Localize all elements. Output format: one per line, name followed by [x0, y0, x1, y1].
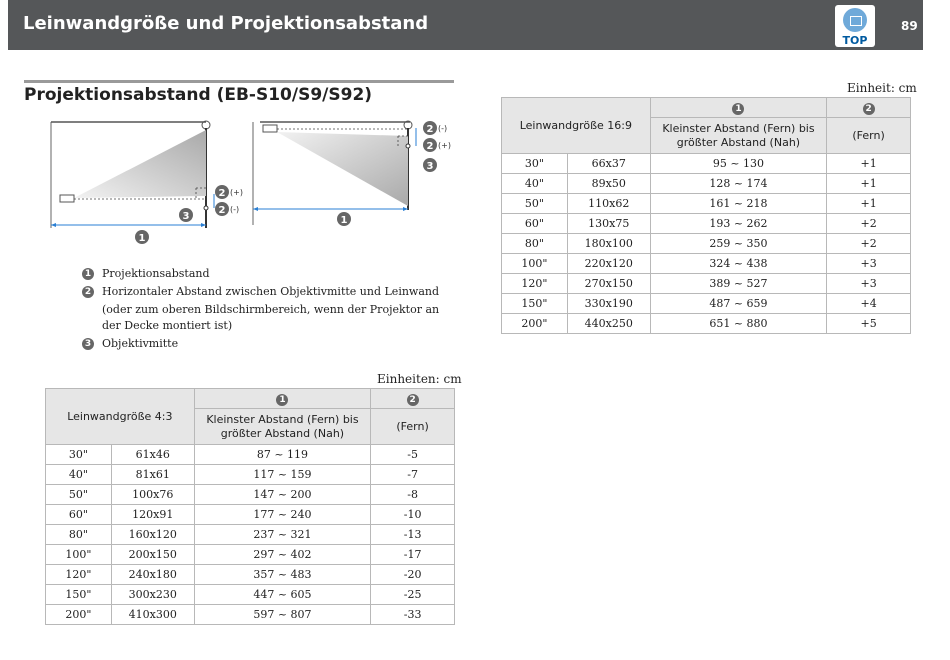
table-row: [502, 274, 911, 294]
col2-header: 2: [371, 389, 455, 409]
table-row: [46, 505, 455, 525]
table-cell: 60": [46, 505, 112, 525]
table-cell: +3: [827, 254, 911, 274]
table-row: [46, 565, 455, 585]
table-cell: -10: [371, 505, 455, 525]
table-cell: 389 ~ 527: [650, 274, 826, 294]
svg-text:2: 2: [426, 141, 434, 152]
table-cell: 161 ~ 218: [650, 194, 826, 214]
table-cell: 357 ~ 483: [194, 565, 370, 585]
table-cell: 40": [502, 174, 568, 194]
legend-text: Projektionsabstand: [102, 267, 210, 280]
table-cell: -25: [371, 585, 455, 605]
svg-text:(-): (-): [438, 124, 448, 133]
table-cell: 81x61: [111, 465, 194, 485]
svg-text:(+): (+): [230, 188, 243, 197]
table-cell: +1: [827, 154, 911, 174]
projector-screen-icon: [843, 8, 867, 32]
table-cell: 330x190: [567, 294, 650, 314]
table-cell: +1: [827, 194, 911, 214]
table-cell: 410x300: [111, 605, 194, 625]
table-row: [502, 254, 911, 274]
table-row: [502, 194, 911, 214]
table-cell: 447 ~ 605: [194, 585, 370, 605]
table-cell: +5: [827, 314, 911, 334]
table-cell: 61x46: [111, 445, 194, 465]
table-cell: 120": [46, 565, 112, 585]
table-row: [502, 294, 911, 314]
table-cell: 220x120: [567, 254, 650, 274]
table-cell: 237 ~ 321: [194, 525, 370, 545]
table-row: [502, 214, 911, 234]
floor-projection-diagram: [51, 121, 243, 244]
units-label-169: Einheit: cm: [847, 81, 917, 95]
page-header: [8, 0, 923, 50]
legend-text: Horizontaler Abstand zwischen Objektivmitte und Leinwand: [102, 285, 440, 298]
table-cell: 487 ~ 659: [650, 294, 826, 314]
table-cell: 100": [46, 545, 112, 565]
table-cell: -13: [371, 525, 455, 545]
table-cell: +3: [827, 274, 911, 294]
size-header: Leinwandgröße 16:9: [502, 98, 651, 154]
col1-header: 1: [650, 98, 826, 118]
svg-text:2: 2: [218, 188, 226, 199]
header-title: Leinwandgröße und Projektionsabstand: [23, 13, 429, 34]
table-cell: 130x75: [567, 214, 650, 234]
table-cell: 87 ~ 119: [194, 445, 370, 465]
table-cell: 128 ~ 174: [650, 174, 826, 194]
table-cell: 80": [46, 525, 112, 545]
units-label-43: Einheiten: cm: [377, 372, 462, 386]
table-cell: 147 ~ 200: [194, 485, 370, 505]
table-cell: 40": [46, 465, 112, 485]
table-cell: +1: [827, 174, 911, 194]
table-cell: 440x250: [567, 314, 650, 334]
table-cell: 160x120: [111, 525, 194, 545]
col1-header: 1: [194, 389, 370, 409]
table-cell: 120x91: [111, 505, 194, 525]
table-cell: 200": [502, 314, 568, 334]
legend-number: 2: [82, 286, 94, 298]
table-row: [46, 605, 455, 625]
table-cell: 100": [502, 254, 568, 274]
table-cell: 117 ~ 159: [194, 465, 370, 485]
legend-text: Objektivmitte: [102, 337, 179, 350]
legend-item: [82, 284, 454, 300]
table-row: [46, 585, 455, 605]
table-cell: 200": [46, 605, 112, 625]
table-row: [46, 465, 455, 485]
table-cell: 150": [502, 294, 568, 314]
svg-text:3: 3: [182, 211, 190, 222]
svg-text:(+): (+): [438, 141, 451, 150]
table-cell: -17: [371, 545, 455, 565]
section-title: Projektionsabstand (EB-S10/S9/S92): [24, 85, 373, 105]
table-cell: 177 ~ 240: [194, 505, 370, 525]
table-cell: 300x230: [111, 585, 194, 605]
fern-header: (Fern): [371, 409, 455, 445]
table-row: [502, 234, 911, 254]
legend-item: [82, 336, 454, 352]
size-header: Leinwandgröße 4:3: [46, 389, 195, 445]
table-cell: 120": [502, 274, 568, 294]
legend-number: 1: [82, 268, 94, 280]
table-cell: 50": [46, 485, 112, 505]
table-cell: 110x62: [567, 194, 650, 214]
table-cell: 193 ~ 262: [650, 214, 826, 234]
table-row: [502, 154, 911, 174]
table-cell: 80": [502, 234, 568, 254]
table-cell: +2: [827, 234, 911, 254]
table-row: [502, 314, 911, 334]
table-cell: -20: [371, 565, 455, 585]
table-cell: +2: [827, 214, 911, 234]
legend-text: (oder zum oberen Bildschirmbereich, wenn der Projektor an der Decke montiert ist): [102, 303, 440, 332]
legend-number: 3: [82, 338, 94, 350]
distance-header: Kleinster Abstand (Fern) bis größter Abstand (Nah): [194, 409, 370, 445]
svg-text:1: 1: [340, 215, 348, 226]
table-cell: 240x180: [111, 565, 194, 585]
table-cell: 95 ~ 130: [650, 154, 826, 174]
diagram-legend: [82, 266, 454, 354]
svg-text:2: 2: [426, 124, 434, 135]
table-cell: 30": [46, 445, 112, 465]
table-row: [46, 525, 455, 545]
table-cell: -5: [371, 445, 455, 465]
table-cell: -33: [371, 605, 455, 625]
legend-item: [82, 302, 454, 334]
table-row: [46, 485, 455, 505]
table-cell: 100x76: [111, 485, 194, 505]
table-cell: 270x150: [567, 274, 650, 294]
svg-text:(-): (-): [230, 205, 240, 214]
table-cell: 200x150: [111, 545, 194, 565]
table-cell: 259 ~ 350: [650, 234, 826, 254]
table-row: [46, 445, 455, 465]
table-cell: 89x50: [567, 174, 650, 194]
table-cell: 180x100: [567, 234, 650, 254]
table-cell: 30": [502, 154, 568, 174]
table-cell: 66x37: [567, 154, 650, 174]
table-row: [502, 174, 911, 194]
section-rule: [24, 80, 454, 83]
top-link-button[interactable]: [835, 5, 875, 47]
ceiling-projection-diagram: [253, 121, 451, 226]
distance-table-16-9: [501, 97, 911, 334]
table-cell: 150": [46, 585, 112, 605]
svg-text:3: 3: [426, 161, 434, 172]
table-cell: -7: [371, 465, 455, 485]
top-label: TOP: [842, 34, 868, 47]
table-cell: 60": [502, 214, 568, 234]
legend-item: [82, 266, 454, 282]
col2-header: 2: [827, 98, 911, 118]
page-number: 89: [901, 19, 918, 33]
table-cell: 297 ~ 402: [194, 545, 370, 565]
table-cell: +4: [827, 294, 911, 314]
table-cell: 651 ~ 880: [650, 314, 826, 334]
table-cell: 324 ~ 438: [650, 254, 826, 274]
table-cell: -8: [371, 485, 455, 505]
distance-header: Kleinster Abstand (Fern) bis größter Abstand (Nah): [650, 118, 826, 154]
table-cell: 597 ~ 807: [194, 605, 370, 625]
svg-text:1: 1: [138, 233, 146, 244]
distance-table-4-3: [45, 388, 455, 625]
projection-diagram: [48, 118, 468, 248]
fern-header: (Fern): [827, 118, 911, 154]
svg-text:2: 2: [218, 205, 226, 216]
table-row: [46, 545, 455, 565]
table-cell: 50": [502, 194, 568, 214]
